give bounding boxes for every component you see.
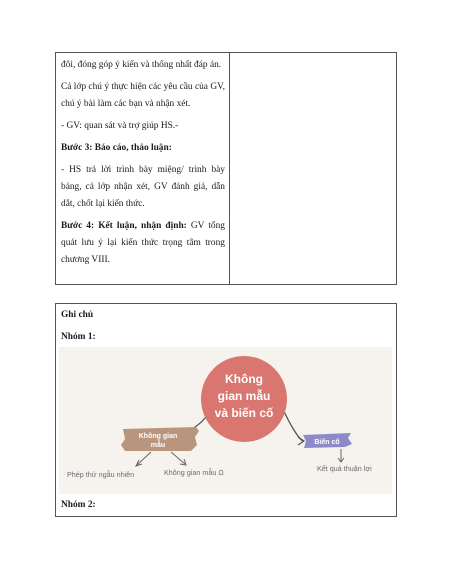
paragraph-discussion: đôi, đóng góp ý kiến và thống nhất đáp án. <box>61 60 222 70</box>
left-label-line1: Không gian <box>138 433 178 440</box>
left-child2-text: Không gian mẫu Ω <box>164 468 224 477</box>
notes-box <box>55 303 397 517</box>
step3-label: Bước 3: Báo cáo, thảo luận: <box>61 143 172 153</box>
left-child1-text: Phép thử ngẫu nhiên <box>67 470 135 479</box>
right-child-text: Kết quả thuận lợi <box>317 464 372 473</box>
group1-label: Nhóm 1: <box>61 332 96 342</box>
right-label-text: Biến cố <box>314 439 340 446</box>
center-text-line2: gian mẫu <box>217 389 271 403</box>
left-child-arrow2 <box>171 452 185 464</box>
paragraph-teacher-observe: - GV: quan sát và trợ giúp HS.- <box>61 121 179 131</box>
paragraph-report: - HS trả lời trình bày miệng/ trình bày bảng, cả lớp nhận xét, GV đánh giá, dẫn dắt, chốt lại kiến thức. <box>61 165 225 209</box>
notes-title: Ghi chú <box>61 310 94 320</box>
mindmap-image <box>59 347 392 494</box>
step4-paragraph <box>61 218 225 269</box>
mindmap-svg <box>59 347 392 494</box>
activity-right-column <box>230 53 396 284</box>
group2-label: Nhóm 2: <box>61 500 96 510</box>
left-label-line2: mẫu <box>150 442 166 449</box>
center-text-line3: và biến cố <box>214 406 274 420</box>
connector-right-arrow <box>298 437 304 445</box>
center-text-line1: Không <box>225 372 263 386</box>
paragraph-class-attention: Cả lớp chú ý thực hiện các yêu cầu của GV, chú ý bài làm các bạn và nhận xét. <box>61 82 225 109</box>
step4-label: Bước 4: Kết luận, nhận định: <box>61 221 187 231</box>
step3-heading <box>61 140 225 157</box>
left-child-arrow1 <box>137 452 151 465</box>
activity-left-column <box>56 53 230 284</box>
activity-table <box>55 52 397 285</box>
step4-text: GV tổng quát lưu ý lại kiến thức trọng tâm trong chương VIII. <box>61 221 225 265</box>
